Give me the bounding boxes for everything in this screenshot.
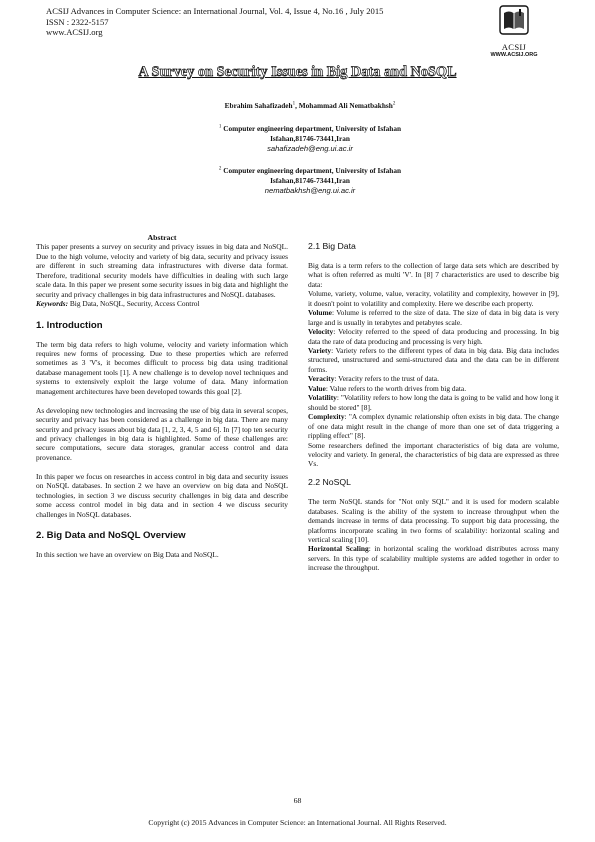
keywords-label: Keywords:	[36, 299, 69, 309]
author-line	[140, 101, 480, 111]
keywords	[36, 299, 288, 308]
velocity-definition: Velocity: Velocity referred to the speed of data producing and processing. In big data the rate of data producing and processing is very high.	[308, 327, 559, 346]
horizontal-scaling-term: Horizontal Scaling	[308, 544, 369, 554]
page-number: 68	[293, 796, 302, 805]
volatility-definition: Volatility: "Volatility refers to how long the data is going to be valid and how long it should be stored" [8].	[308, 393, 559, 412]
aff1-sup: 1	[218, 124, 222, 130]
right-column	[308, 242, 559, 573]
author-2-sup: 2	[392, 101, 396, 107]
author-1: Ebrahim Sahafizadeh	[224, 101, 293, 110]
abstract-text: This paper presents a survey on security and privacy issues in big data and NoSQL. Due to the high volume, velocity and variety of big data, security and privacy issues are different in such streaming data infrastructures with diverse data format. Therefore, traditional security models have difficulties in dealing with such large scale data. In this paper we present some security issues in big data and highlight the security and privacy challenges in big data infrastructures and NoSQL databases.	[36, 242, 288, 299]
intro-paragraph-2: As developing new technologies and increasing the use of big data in several scopes, security and privacy has been considered as a challenge in big data. There are many security and privacy issues about big data [1, 2, 3, 4, 5 and 6]. In [7] top ten security and privacy challenges in big data is highlighted. Some of these challenges are: secure computations, secure data storages, granular access control and data provenance.	[36, 405, 288, 462]
velocity-term: Velocity	[308, 327, 334, 337]
variety-term: Variety	[308, 345, 332, 355]
nosql-paragraph-1: The term NoSQL stands for "Not only SQL" and it is used for modern scalable databases. Scaling is the ability of the system to increase throughput when the demands increase in terms of data processing. To support big data processing, the platforms incorporate scaling in two forms of scalability: horizontal scaling and vertical scaling [10].	[308, 497, 559, 544]
volatility-term: Volatility	[308, 393, 337, 403]
complexity-definition: Complexity: "A complex dynamic relationship often exists in big data. The change of one data might result in the change of more than one set of data triggering a rippling effect" [8].	[308, 412, 559, 441]
author-2: Mohammad Ali Nematbakhsh	[298, 101, 393, 110]
complexity-term: Complexity	[308, 412, 345, 422]
aff1-dept: Computer engineering department, University of Isfahan	[223, 124, 402, 133]
bigdata-paragraph-1: Big data is a term refers to the collection of large data sets which are described by what is often referred as multi 'V'. In [8] 7 characteristics are used to describe big data:	[308, 260, 559, 289]
veracity-definition: Veracity: Veracity refers to the trust of data.	[308, 374, 439, 384]
volume-definition: Volume: Volume is referred to the size of data. The size of data in big data is very large and is usually in terabytes and petabytes scale.	[308, 308, 559, 327]
book-logo-icon	[499, 5, 529, 35]
journal-issn: ISSN : 2322-5157	[46, 16, 109, 27]
section-2-1-heading: 2.1 Big Data	[308, 241, 356, 251]
section-2-heading: 2. Big Data and NoSQL Overview	[36, 530, 186, 542]
bigdata-paragraph-3: Some researchers defined the important characteristics of big data are volume, velocity and variety. In general, the characteristics of big data are expressed as three Vs.	[308, 440, 559, 469]
section-2-2-heading: 2.2 NoSQL	[308, 477, 351, 488]
logo-url: WWW.ACSIJ.ORG	[490, 52, 538, 58]
paper-title: A Survey on Security Issues in Big Data and NoSQL	[138, 64, 457, 80]
journal-header	[46, 6, 383, 38]
author-1-sup: 1	[292, 101, 296, 107]
value-definition: Value: Value refers to the worth drives from big data.	[308, 383, 467, 393]
intro-paragraph-1: The term big data refers to high volume, velocity and variety information which requires new forms of processing. Due to these properties which are referred sometimes as 3 'V's, it becomes difficult to process big data using traditional database management tools [1]. A new challenge is to develop novel techniques and systems to extensively exploit the large volume of data. Many information management architectures have been developed towards this goal [2].	[36, 339, 288, 396]
veracity-term: Veracity	[308, 374, 335, 384]
bigdata-paragraph-2: Volume, variety, volume, value, veracity, volatility and complexity, however in [9], it doesn't point to volatility and complexity. Here we describe each property.	[308, 289, 559, 308]
journal-name: ACSIJ Advances in Computer Science: an International Journal, Vol. 4, Issue 4, No.16 , July 2015	[46, 6, 384, 16]
affiliation-1	[140, 124, 480, 154]
keywords-text: Big Data, NoSQL, Security, Access Control	[68, 299, 200, 309]
intro-paragraph-3: In this paper we focus on researches in access control in big data and security issues on NoSQL databases. In section 2 we have an overview on big data and NoSQL technologies, in section 3 we discuss security challenges in big data and describe some access control model in big data and in section 4 we discuss security challenges in NoSQL databases.	[36, 471, 288, 519]
journal-website: www.ACSIJ.org	[46, 27, 103, 37]
volume-term: Volume	[308, 308, 332, 318]
aff2-sup: 2	[218, 166, 222, 172]
aff2-address: Isfahan,81746-73441,Iran	[270, 176, 350, 185]
logo-name: ACSIJ	[501, 42, 527, 52]
abstract-heading: Abstract	[147, 233, 177, 242]
author-separator: ,	[295, 101, 299, 110]
journal-logo	[488, 5, 540, 59]
aff2-dept: Computer engineering department, University of Isfahan	[223, 166, 402, 175]
horizontal-scaling-definition: Horizontal Scaling: in horizontal scaling the workload distributes across many servers. In this type of scalability multiple systems are added together in order to increase the throughput.	[308, 544, 560, 573]
section-1-heading: 1. Introduction	[36, 319, 103, 331]
aff2-email: nematbakhsh@eng.ui.ac.ir	[264, 186, 356, 195]
aff1-email: sahafizadeh@eng.ui.ac.ir	[267, 144, 353, 153]
variety-definition: Variety: Variety refers to the different types of data in big data. Big data includes structured, unstructured and semi-structured data and the data can be in different forms.	[308, 345, 559, 374]
overview-paragraph: In this section we have an overview on Big Data and NoSQL.	[36, 549, 219, 559]
affiliation-2	[140, 166, 480, 196]
copyright-footer: Copyright (c) 2015 Advances in Computer Science: an International Journal. All Rights Reserved.	[148, 818, 447, 827]
left-column	[36, 233, 288, 559]
value-term: Value	[308, 383, 326, 393]
aff1-address: Isfahan,81746-73441,Iran	[270, 134, 350, 143]
